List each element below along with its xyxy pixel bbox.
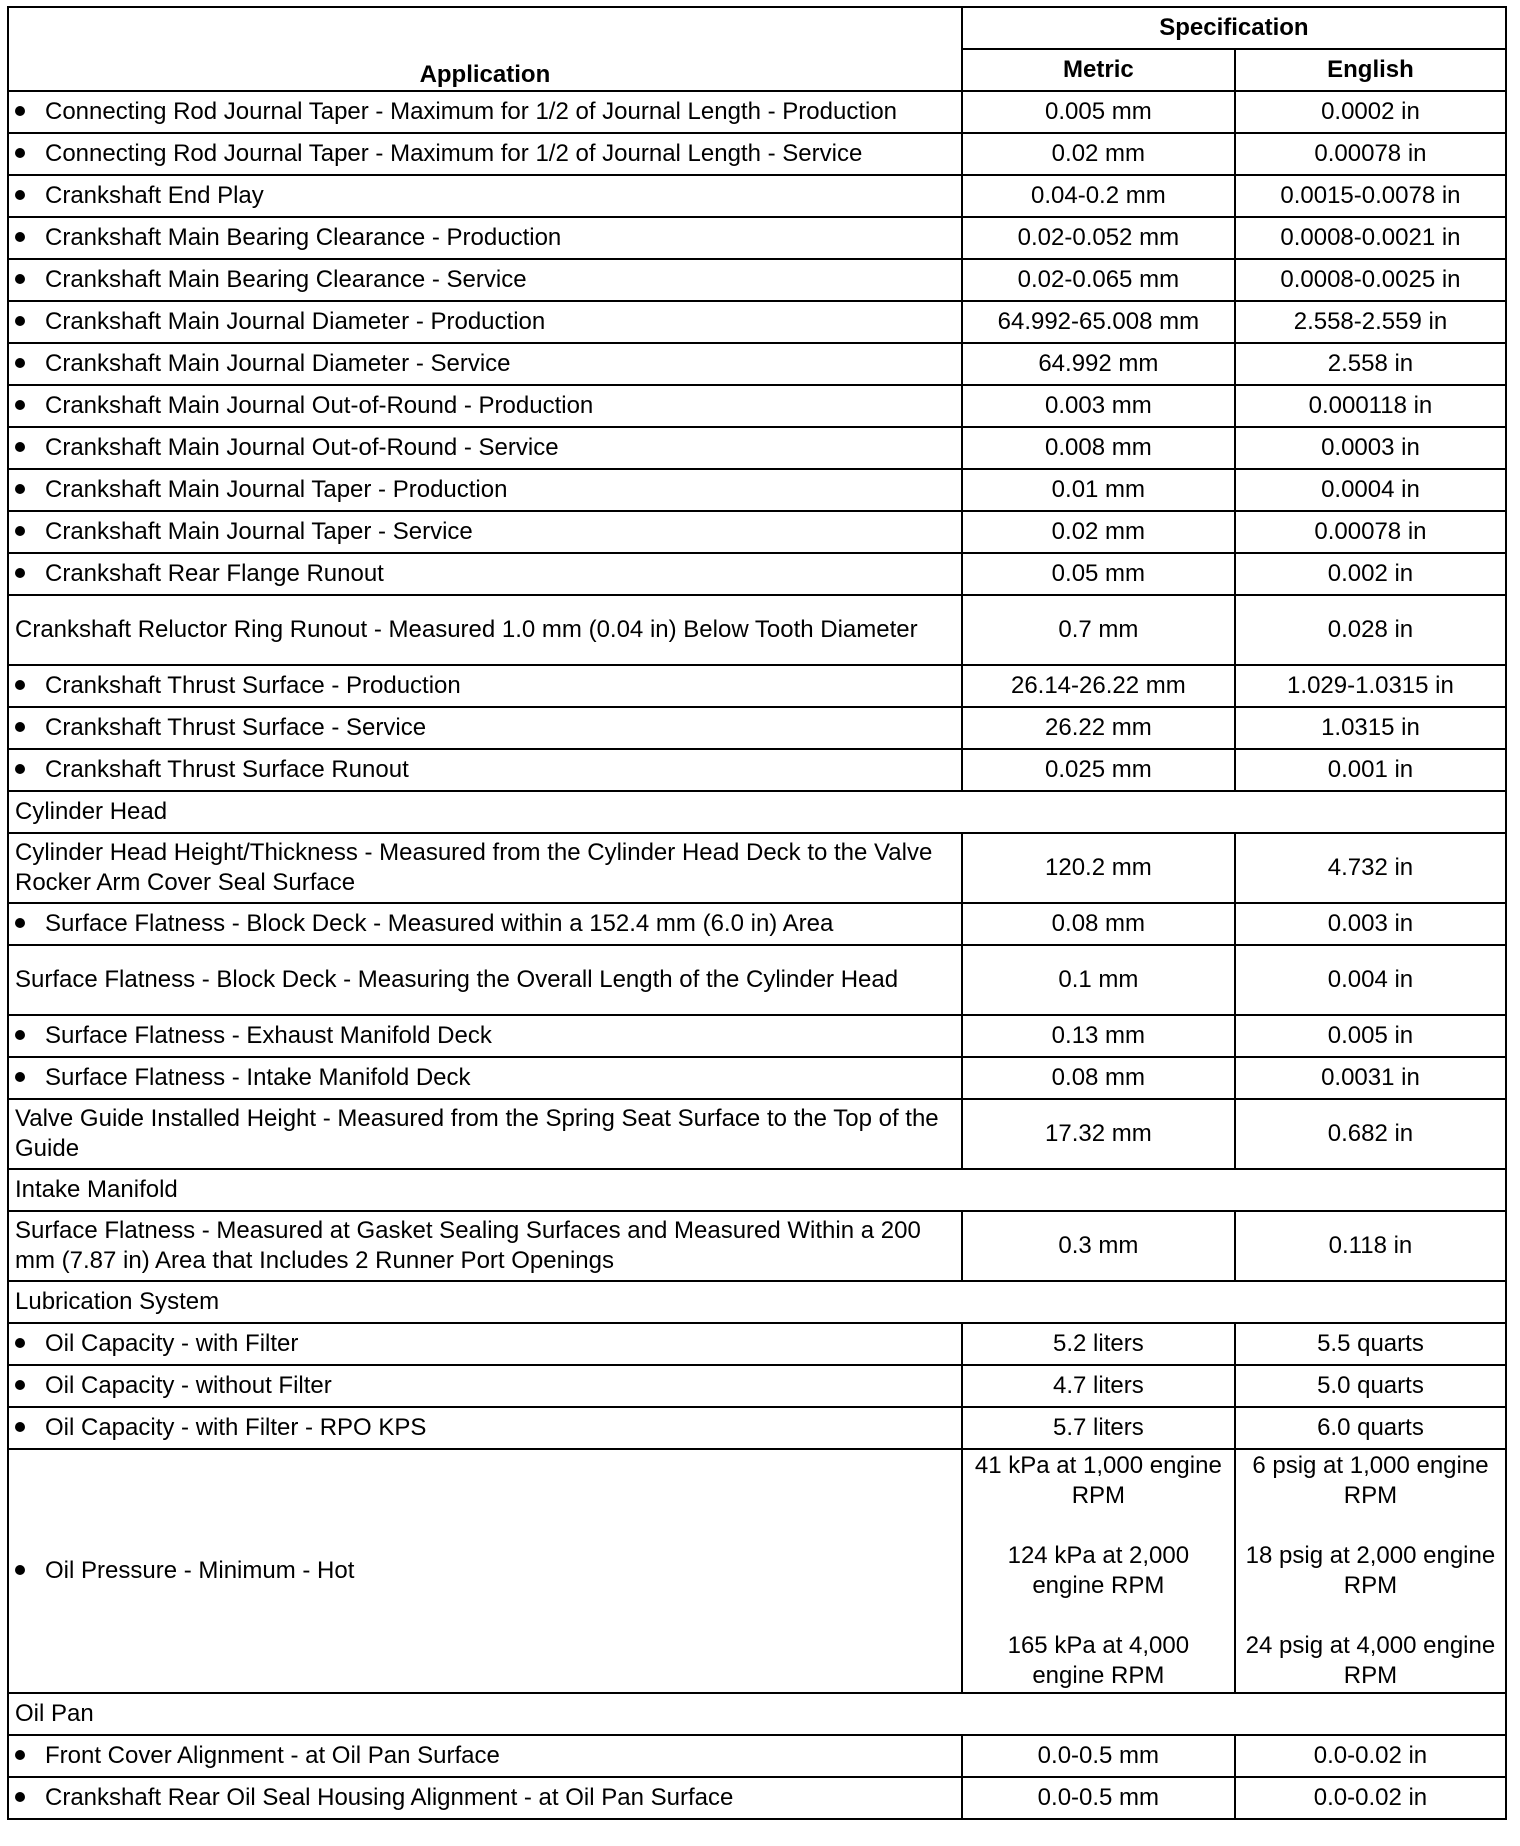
application-text: Surface Flatness - Exhaust Manifold Deck	[45, 1022, 492, 1049]
metric-header: Metric	[962, 49, 1235, 91]
application-cell	[8, 133, 962, 175]
application-cell	[8, 665, 962, 707]
metric-value: 17.32 mm	[962, 1099, 1235, 1169]
english-value: 0.000118 in	[1235, 385, 1506, 427]
table-row	[8, 833, 1506, 903]
application-text: Oil Capacity - without Filter	[45, 1372, 332, 1399]
bullet-icon	[15, 568, 25, 578]
metric-value: 0.02 mm	[962, 511, 1235, 553]
table-row	[8, 1211, 1506, 1281]
bullet-icon	[15, 1422, 25, 1432]
metric-value: 0.7 mm	[962, 595, 1235, 665]
english-header: English	[1235, 49, 1506, 91]
table-row	[8, 945, 1506, 1015]
metric-value: 0.08 mm	[962, 903, 1235, 945]
application-cell	[8, 175, 962, 217]
english-value: 0.00078 in	[1235, 133, 1506, 175]
bullet-icon	[15, 484, 25, 494]
english-value: 0.0008-0.0021 in	[1235, 217, 1506, 259]
application-cell	[8, 707, 962, 749]
table-row	[8, 749, 1506, 791]
application-cell	[8, 1407, 962, 1449]
application-cell	[8, 469, 962, 511]
english-value: 5.5 quarts	[1235, 1323, 1506, 1365]
english-value: 4.732 in	[1235, 833, 1506, 903]
bullet-icon	[15, 1565, 25, 1575]
application-cell	[8, 91, 962, 133]
bullet-icon	[15, 918, 25, 928]
bullet-icon	[15, 722, 25, 732]
table-row	[8, 1735, 1506, 1777]
english-value: 0.0-0.02 in	[1235, 1735, 1506, 1777]
application-text: Surface Flatness - Intake Manifold Deck	[45, 1064, 471, 1091]
table-row	[8, 1777, 1506, 1819]
table-row	[8, 1449, 1506, 1693]
bullet-icon	[15, 1072, 25, 1082]
section-row	[8, 1281, 1506, 1323]
english-value: 0.002 in	[1235, 553, 1506, 595]
bullet-icon	[15, 106, 25, 116]
table-row	[8, 427, 1506, 469]
table-row	[8, 217, 1506, 259]
application-cell	[8, 1735, 962, 1777]
application-cell	[8, 1211, 962, 1281]
application-text: Cylinder Head Height/Thickness - Measured from the Cylinder Head Deck to the Valve Rocker Arm Cover Seal Surface	[15, 839, 933, 896]
metric-value: 0.04-0.2 mm	[962, 175, 1235, 217]
application-text: Connecting Rod Journal Taper - Maximum for 1/2 of Journal Length - Production	[45, 98, 898, 125]
application-text: Crankshaft Main Journal Diameter - Production	[45, 308, 546, 335]
table-row	[8, 343, 1506, 385]
application-cell	[8, 553, 962, 595]
table-row	[8, 91, 1506, 133]
application-text: Surface Flatness - Measured at Gasket Sealing Surfaces and Measured Within a 200 mm (7.87 in) Area that Includes 2 Runner Port Openings	[15, 1217, 921, 1274]
metric-value: 5.2 liters	[962, 1323, 1235, 1365]
application-cell	[8, 1015, 962, 1057]
application-text: Crankshaft End Play	[45, 182, 264, 209]
english-value: 1.029-1.0315 in	[1235, 665, 1506, 707]
application-cell	[8, 301, 962, 343]
section-row	[8, 1169, 1506, 1211]
application-text: Crankshaft Rear Flange Runout	[45, 560, 384, 587]
metric-value: 0.3 mm	[962, 1211, 1235, 1281]
bullet-icon	[15, 1750, 25, 1760]
application-text: Crankshaft Main Bearing Clearance - Service	[45, 266, 527, 293]
metric-value: 0.025 mm	[962, 749, 1235, 791]
application-cell	[8, 1449, 962, 1693]
bullet-icon	[15, 316, 25, 326]
english-value: 0.00078 in	[1235, 511, 1506, 553]
english-value: 0.0008-0.0025 in	[1235, 259, 1506, 301]
metric-value: 64.992 mm	[962, 343, 1235, 385]
application-cell	[8, 343, 962, 385]
english-value: 0.0003 in	[1235, 427, 1506, 469]
english-value: 0.0031 in	[1235, 1057, 1506, 1099]
metric-value: 0.008 mm	[962, 427, 1235, 469]
table-body	[8, 91, 1506, 1819]
bullet-icon	[15, 442, 25, 452]
application-cell	[8, 511, 962, 553]
metric-value: 64.992-65.008 mm	[962, 301, 1235, 343]
section-label: Cylinder Head	[8, 791, 1506, 833]
table-row	[8, 1365, 1506, 1407]
section-row	[8, 1693, 1506, 1735]
metric-value: 0.003 mm	[962, 385, 1235, 427]
bullet-icon	[15, 1792, 25, 1802]
application-cell	[8, 1777, 962, 1819]
english-value: 6.0 quarts	[1235, 1407, 1506, 1449]
table-row	[8, 553, 1506, 595]
application-text: Surface Flatness - Block Deck - Measured within a 152.4 mm (6.0 in) Area	[45, 910, 834, 937]
metric-value: 0.1 mm	[962, 945, 1235, 1015]
bullet-icon	[15, 190, 25, 200]
table-row	[8, 259, 1506, 301]
table-row	[8, 595, 1506, 665]
table-row	[8, 175, 1506, 217]
section-label: Intake Manifold	[8, 1169, 1506, 1211]
metric-value: 0.05 mm	[962, 553, 1235, 595]
table-row	[8, 301, 1506, 343]
table-row	[8, 707, 1506, 749]
specification-header: Specification	[962, 7, 1506, 49]
english-value: 1.0315 in	[1235, 707, 1506, 749]
application-text: Crankshaft Reluctor Ring Runout - Measured 1.0 mm (0.04 in) Below Tooth Diameter	[15, 616, 918, 643]
table-row	[8, 903, 1506, 945]
english-value: 0.682 in	[1235, 1099, 1506, 1169]
section-label: Lubrication System	[8, 1281, 1506, 1323]
table-row	[8, 133, 1506, 175]
english-value: 0.0002 in	[1235, 91, 1506, 133]
table-row	[8, 1015, 1506, 1057]
metric-value: 0.02 mm	[962, 133, 1235, 175]
metric-value: 0.08 mm	[962, 1057, 1235, 1099]
application-cell	[8, 259, 962, 301]
metric-value: 0.005 mm	[962, 91, 1235, 133]
application-text: Valve Guide Installed Height - Measured from the Spring Seat Surface to the Top of the Guide	[15, 1105, 939, 1162]
english-value: 0.001 in	[1235, 749, 1506, 791]
bullet-icon	[15, 400, 25, 410]
section-row	[8, 791, 1506, 833]
application-text: Oil Pressure - Minimum - Hot	[45, 1557, 355, 1584]
table-row	[8, 385, 1506, 427]
specification-table	[7, 6, 1507, 1820]
bullet-icon	[15, 274, 25, 284]
table-row	[8, 1407, 1506, 1449]
english-value: 0.004 in	[1235, 945, 1506, 1015]
table-row	[8, 665, 1506, 707]
application-header: Application	[8, 7, 962, 91]
english-value: 2.558-2.559 in	[1235, 301, 1506, 343]
application-cell	[8, 749, 962, 791]
bullet-icon	[15, 358, 25, 368]
application-text: Crankshaft Rear Oil Seal Housing Alignment - at Oil Pan Surface	[45, 1784, 734, 1811]
table-row	[8, 511, 1506, 553]
application-text: Crankshaft Thrust Surface Runout	[45, 756, 409, 783]
metric-value: 26.14-26.22 mm	[962, 665, 1235, 707]
application-text: Crankshaft Main Journal Out-of-Round - Service	[45, 434, 559, 461]
metric-value: 0.02-0.065 mm	[962, 259, 1235, 301]
application-cell	[8, 427, 962, 469]
metric-value: 0.0-0.5 mm	[962, 1777, 1235, 1819]
bullet-icon	[15, 1338, 25, 1348]
application-cell	[8, 833, 962, 903]
application-text: Surface Flatness - Block Deck - Measuring the Overall Length of the Cylinder Head	[15, 966, 899, 993]
table-row	[8, 469, 1506, 511]
table-row	[8, 1057, 1506, 1099]
application-text: Crankshaft Thrust Surface - Production	[45, 672, 461, 699]
english-value: 0.118 in	[1235, 1211, 1506, 1281]
application-cell	[8, 1057, 962, 1099]
metric-value: 4.7 liters	[962, 1365, 1235, 1407]
table-row	[8, 1323, 1506, 1365]
bullet-icon	[15, 148, 25, 158]
english-value: 6 psig at 1,000 engine RPM 18 psig at 2,000 engine RPM 24 psig at 4,000 engine RPM	[1235, 1449, 1506, 1693]
metric-value: 0.13 mm	[962, 1015, 1235, 1057]
english-value: 0.0-0.02 in	[1235, 1777, 1506, 1819]
application-cell	[8, 1099, 962, 1169]
application-text: Crankshaft Main Journal Out-of-Round - Production	[45, 392, 594, 419]
application-text: Crankshaft Thrust Surface - Service	[45, 714, 427, 741]
application-cell	[8, 217, 962, 259]
english-value: 0.028 in	[1235, 595, 1506, 665]
application-text: Connecting Rod Journal Taper - Maximum for 1/2 of Journal Length - Service	[45, 140, 863, 167]
application-text: Oil Capacity - with Filter - RPO KPS	[45, 1414, 427, 1441]
metric-value: 0.01 mm	[962, 469, 1235, 511]
bullet-icon	[15, 764, 25, 774]
metric-value: 26.22 mm	[962, 707, 1235, 749]
english-value: 2.558 in	[1235, 343, 1506, 385]
application-text: Crankshaft Main Journal Diameter - Service	[45, 350, 511, 377]
application-text: Oil Capacity - with Filter	[45, 1330, 299, 1357]
application-text: Front Cover Alignment - at Oil Pan Surface	[45, 1742, 500, 1769]
metric-value: 41 kPa at 1,000 engine RPM 124 kPa at 2,000 engine RPM 165 kPa at 4,000 engine RPM	[962, 1449, 1235, 1693]
english-value: 0.005 in	[1235, 1015, 1506, 1057]
table-row	[8, 1099, 1506, 1169]
metric-value: 0.0-0.5 mm	[962, 1735, 1235, 1777]
metric-value: 0.02-0.052 mm	[962, 217, 1235, 259]
english-value: 0.0004 in	[1235, 469, 1506, 511]
english-value: 0.003 in	[1235, 903, 1506, 945]
bullet-icon	[15, 680, 25, 690]
application-cell	[8, 385, 962, 427]
application-cell	[8, 945, 962, 1015]
metric-value: 5.7 liters	[962, 1407, 1235, 1449]
english-value: 5.0 quarts	[1235, 1365, 1506, 1407]
bullet-icon	[15, 526, 25, 536]
bullet-icon	[15, 232, 25, 242]
metric-value: 120.2 mm	[962, 833, 1235, 903]
bullet-icon	[15, 1380, 25, 1390]
application-text: Crankshaft Main Journal Taper - Service	[45, 518, 473, 545]
bullet-icon	[15, 1030, 25, 1040]
application-cell	[8, 1323, 962, 1365]
application-text: Crankshaft Main Bearing Clearance - Production	[45, 224, 562, 251]
application-text: Crankshaft Main Journal Taper - Production	[45, 476, 508, 503]
english-value: 0.0015-0.0078 in	[1235, 175, 1506, 217]
section-label: Oil Pan	[8, 1693, 1506, 1735]
application-cell	[8, 595, 962, 665]
application-cell	[8, 1365, 962, 1407]
application-cell	[8, 903, 962, 945]
